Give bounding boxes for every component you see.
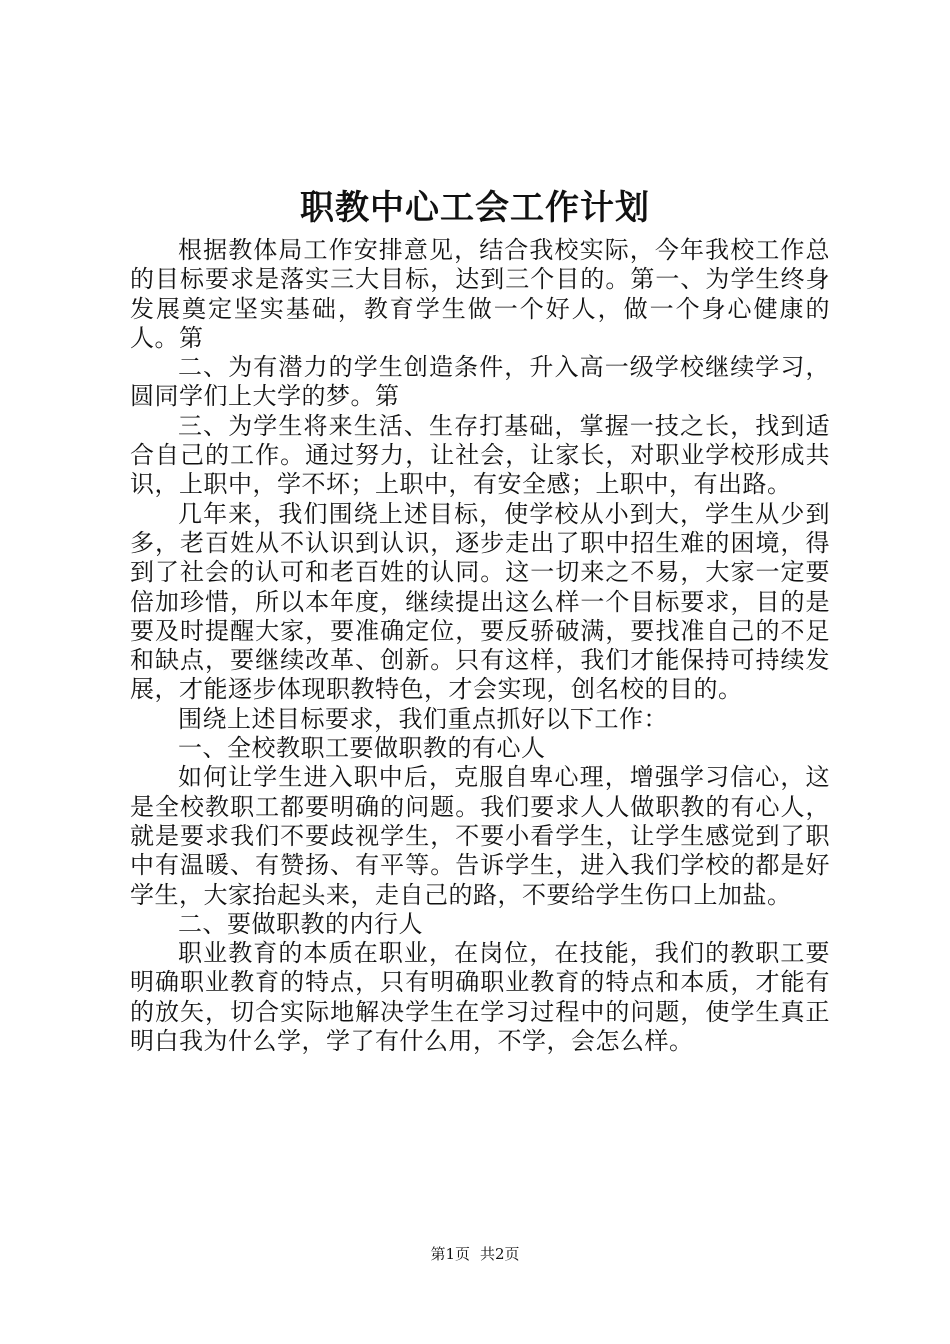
page-footer xyxy=(0,1244,950,1264)
paragraph-goal-three: 三、为学生将来生活、生存打基础，掌握一技之长，找到适合自己的工作。通过努力，让社会，让家长，对职业学校形成共识，上职中，学不坏；上职中，有安全感；上职中，有出路。 xyxy=(130,411,830,499)
paragraph-focus: 围绕上述目标要求，我们重点抓好以下工作： xyxy=(178,704,668,733)
paragraph-review: 几年来，我们围绕上述目标，使学校从小到大，学生从少到多，老百姓从不认识到认识，逐步走出了职中招生难的困境，得到了社会的认可和老百姓的认同。这一切来之不易，大家一定要倍加珍惜，所以本年度，继续提出这么样一个目标要求，目的是要及时提醒大家，要准确定位，要反骄破满，要找准自己的不足和缺点，要继续改革、创新。只有这样，我们才能保持可持续发展，才能逐步体现职教特色，才会实现，创名校的目的。 xyxy=(130,499,830,704)
paragraph-intro: 根据教体局工作安排意见，结合我校实际，今年我校工作总的目标要求是落实三大目标，达到三个目的。第一、为学生终身发展奠定坚实基础，教育学生做一个好人，做一个身心健康的人。第 xyxy=(130,236,830,352)
page-number: 第1页 xyxy=(430,1245,470,1263)
section-heading-one: 一、全校教职工要做职教的有心人 xyxy=(178,734,546,763)
paragraph-goal-two: 二、为有潜力的学生创造条件，升入高一级学校继续学习，圆同学们上大学的梦。第 xyxy=(130,353,830,411)
document-title: 职教中心工会工作计划 xyxy=(300,188,650,228)
document-body xyxy=(130,236,830,1056)
paragraph-section-one: 如何让学生进入职中后，克服自卑心理，增强学习信心，这是全校教职工都要明确的问题。我们要求人人做职教的有心人，就是要求我们不要歧视学生，不要小看学生，让学生感觉到了职中有温暖、有赞扬、有平等。告诉学生，进入我们学校的都是好学生，大家抬起头来，走自己的路，不要给学生伤口上加盐。 xyxy=(130,763,830,909)
section-heading-two: 二、要做职教的内行人 xyxy=(178,909,423,938)
page-total: 共2页 xyxy=(480,1245,520,1263)
paragraph-section-two: 职业教育的本质在职业，在岗位，在技能，我们的教职工要明确职业教育的特点，只有明确职业教育的特点和本质，才能有的放矢，切合实际地解决学生在学习过程中的问题，使学生真正明白我为什么学，学了有什么用，不学，会怎么样。 xyxy=(130,939,830,1056)
